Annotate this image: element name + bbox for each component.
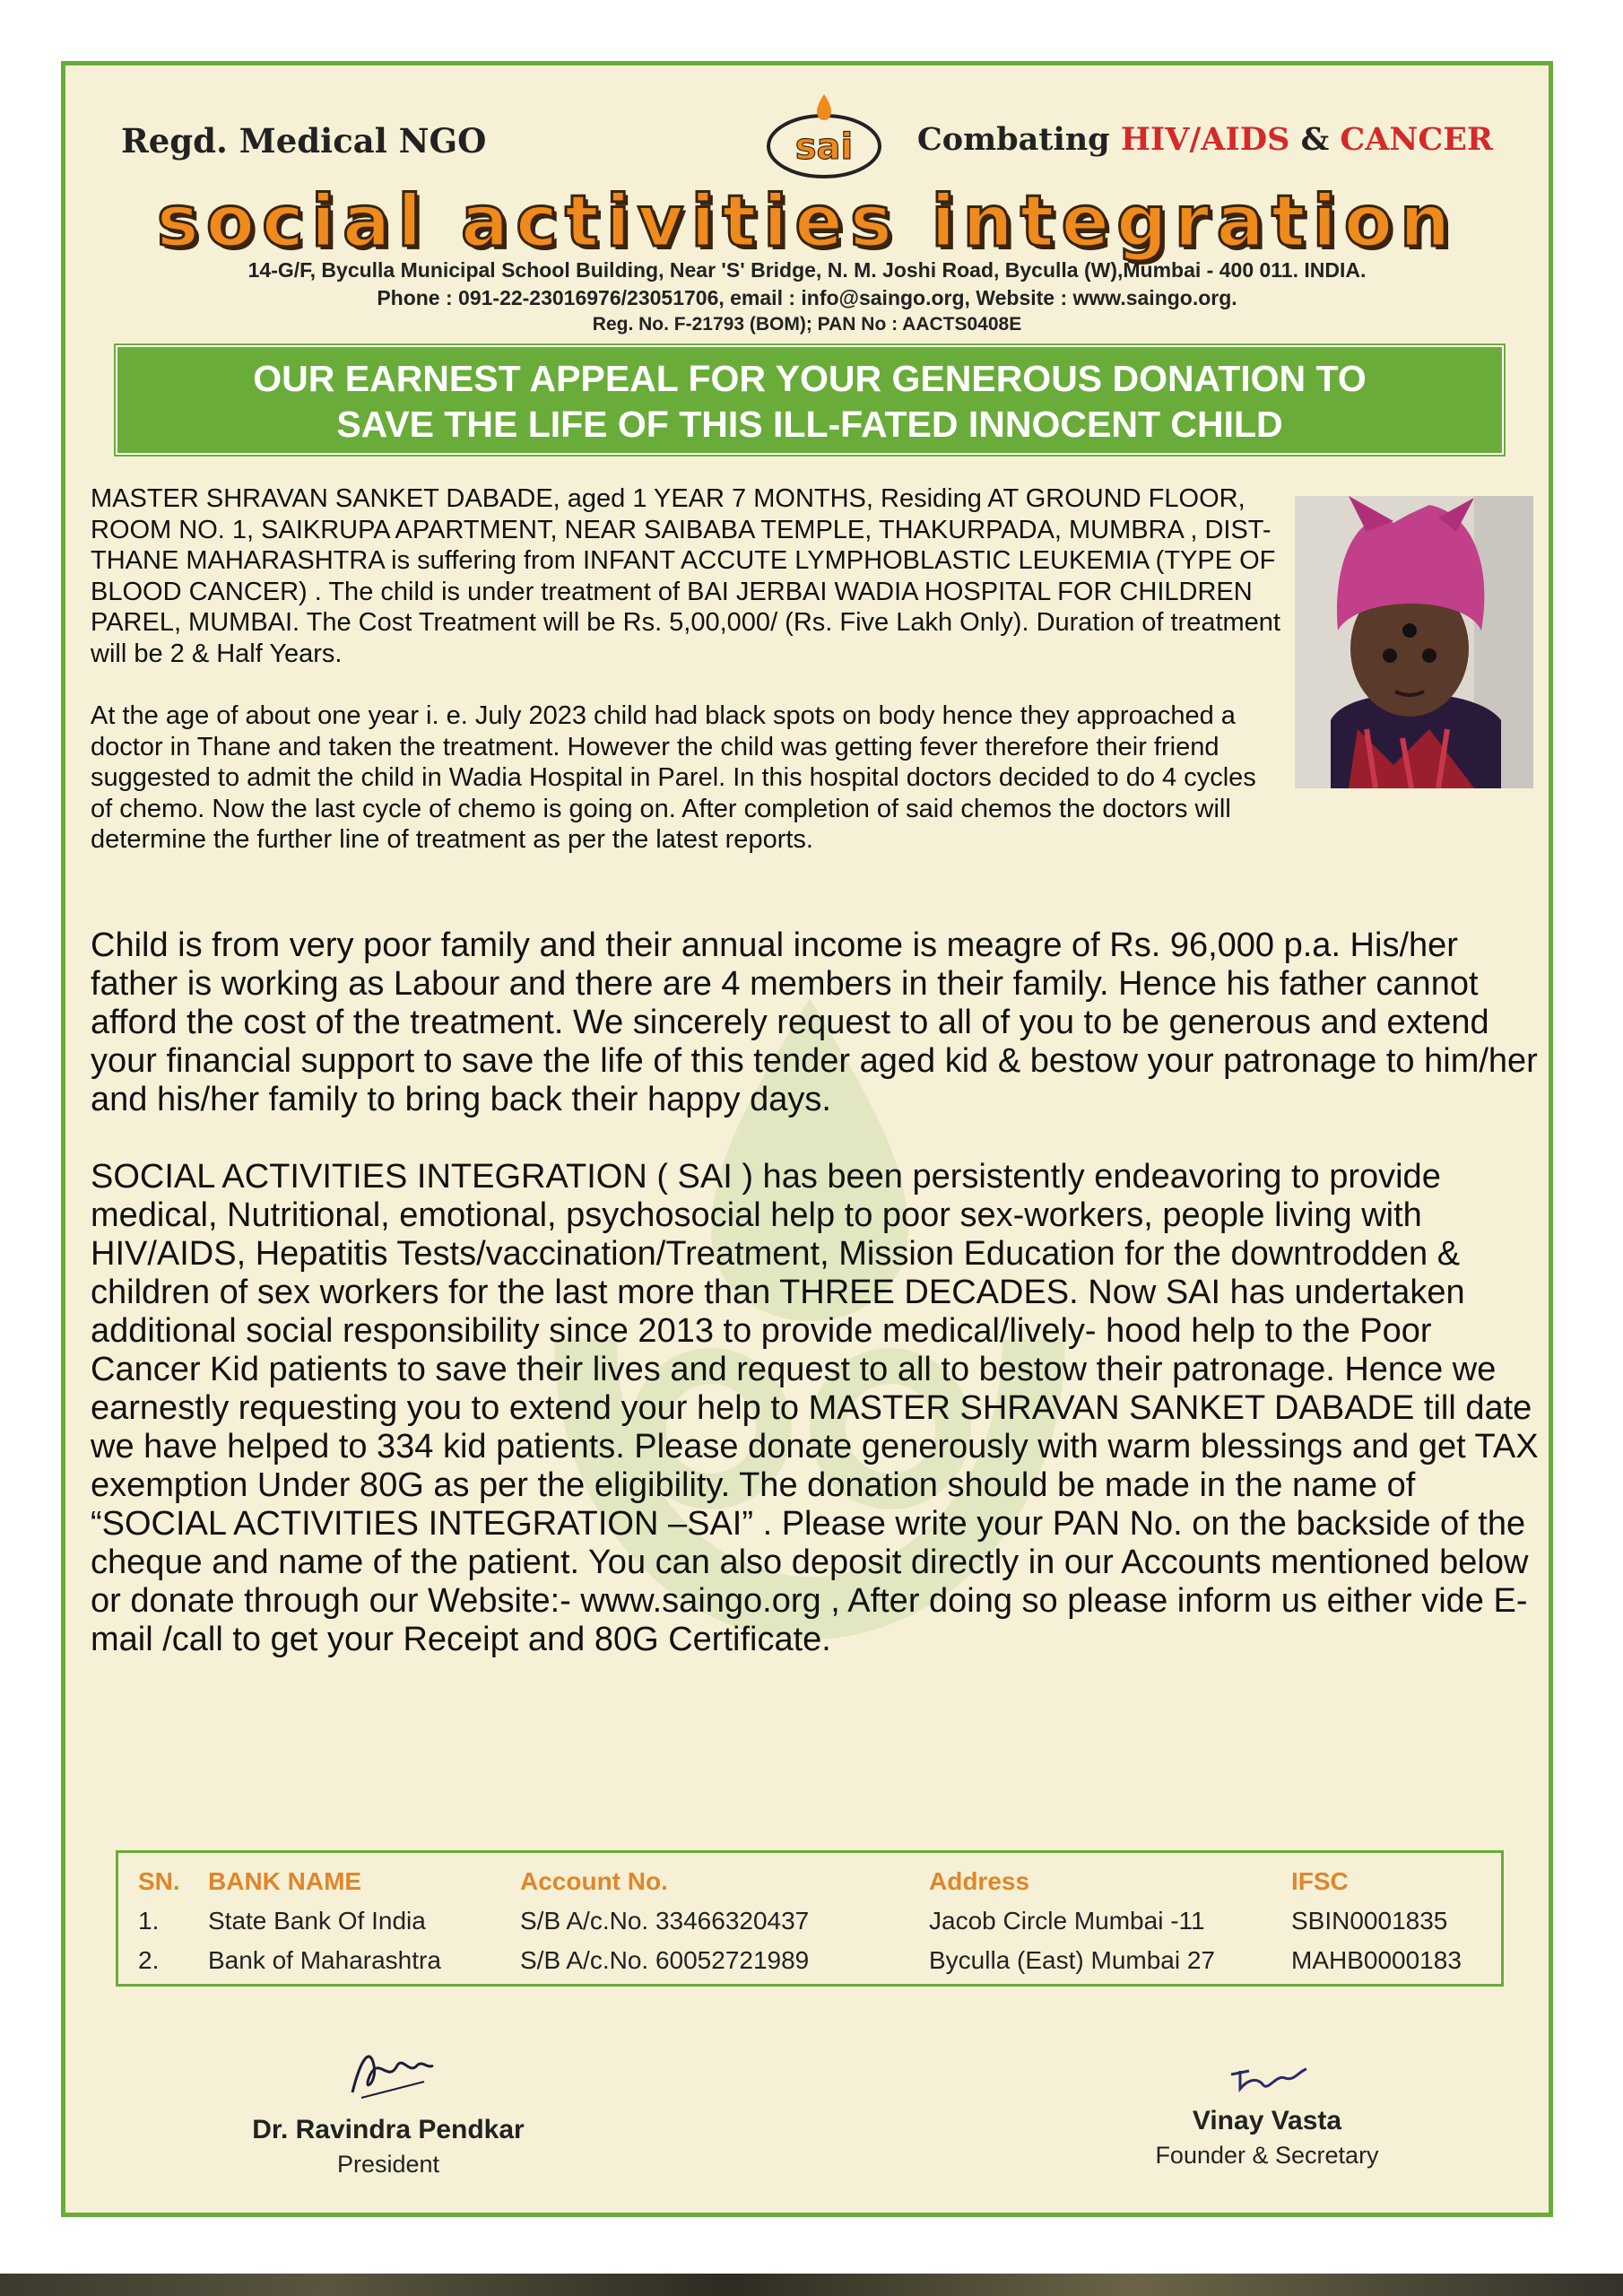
president-name: Dr. Ravindra Pendkar bbox=[252, 2115, 525, 2144]
bank-details-table bbox=[138, 1862, 1488, 1980]
org-address: 14-G/F, Byculla Municipal School Building, Near 'S' Bridge, N. M. Joshi Road, Byculla (W),Mumbai - 400 011. INDIA. bbox=[247, 258, 1367, 282]
row-bank-name: Bank of Maharashtra bbox=[208, 1946, 441, 1974]
signature-left bbox=[334, 2039, 442, 2110]
founder-name: Vinay Vasta bbox=[1192, 2106, 1342, 2135]
hiv-aids-text: HIV/AIDS bbox=[1120, 121, 1290, 158]
header-sn: SN. bbox=[138, 1867, 180, 1895]
row-sn: 1. bbox=[138, 1907, 160, 1935]
ngo-registration-label: Regd. Medical NGO bbox=[121, 121, 487, 161]
table-row bbox=[138, 1901, 1488, 1941]
bank-details-box bbox=[116, 1850, 1504, 1987]
row-sn: 2. bbox=[138, 1946, 160, 1974]
banner-line-1: OUR EARNEST APPEAL FOR YOUR GENEROUS DONATION TO bbox=[253, 358, 1367, 399]
signature-right bbox=[1213, 2039, 1321, 2101]
cancer-text: CANCER bbox=[1340, 121, 1493, 158]
background-strip bbox=[0, 2274, 1623, 2296]
patient-details-paragraph: MASTER SHRAVAN SANKET DABADE, aged 1 YEAR 7 MONTHS, Residing AT GROUND FLOOR, ROOM NO. 1, SAIKRUPA APARTMENT, NEAR SAIBABA TEMPLE, THAKURPADA, MUMBRA , DIST- THANE MAHARASHTRA is suffering from INFANT ACCUTE LYMPHOBLASTIC LEUKEMIA (TYPE OF BLOOD CANCER) . The child is under treatment of BAI JERBAI WADIA HOSPITAL FOR CHILDREN PAREL, MUMBAI. The Cost Treatment will be Rs. 5,00,000/ (Rs. Five Lakh Only). Duration of treatment will be 2 & Half Years. bbox=[91, 484, 1280, 668]
table-row bbox=[138, 1941, 1488, 1980]
president-title: President bbox=[336, 2151, 440, 2178]
row-address: Byculla (East) Mumbai 27 bbox=[929, 1946, 1216, 1974]
org-registration: Reg. No. F-21793 (BOM); PAN No : AACTS0408E bbox=[592, 314, 1022, 335]
founder-title: Founder & Secretary bbox=[1155, 2142, 1379, 2169]
header-bank-name: BANK NAME bbox=[208, 1867, 362, 1895]
family-situation-paragraph: Child is from very poor family and their annual income is meagre of Rs. 96,000 p.a. His/her father is working as Labour and there are 4 members in their family. Hence his father cannot afford the cost of the treatment. We sincerely request to all of you to be generous and extend your financial support to save the life of this tender aged kid & bestow your patronage to him/her and his/her family to bring back their happy days. bbox=[91, 926, 1538, 1118]
sai-logo-icon bbox=[761, 91, 887, 180]
banner-line-2: SAVE THE LIFE OF THIS ILL-FATED INNOCENT CHILD bbox=[336, 404, 1283, 445]
row-account-no: S/B A/c.No. 60052721989 bbox=[520, 1946, 810, 1974]
table-header-row bbox=[138, 1862, 1488, 1901]
row-ifsc: SBIN0001835 bbox=[1291, 1907, 1448, 1935]
row-bank-name: State Bank Of India bbox=[208, 1907, 426, 1935]
row-ifsc: MAHB0000183 bbox=[1291, 1946, 1462, 1974]
header-address: Address bbox=[929, 1867, 1030, 1895]
signature-block-president bbox=[227, 2039, 550, 2179]
org-contact: Phone : 091-22-23016976/23051706, email : info@saingo.org, Website : www.saingo.org. bbox=[377, 286, 1237, 309]
row-address: Jacob Circle Mumbai -11 bbox=[929, 1907, 1205, 1935]
row-account-no: S/B A/c.No. 33466320437 bbox=[520, 1907, 810, 1935]
header-ifsc: IFSC bbox=[1291, 1867, 1349, 1895]
appeal-banner bbox=[116, 345, 1504, 455]
header-account-no: Account No. bbox=[520, 1867, 668, 1895]
logo-text: sai bbox=[794, 126, 854, 168]
medical-history-paragraph: At the age of about one year i. e. July 2023 child had black spots on body hence they approached a doctor in Thane and taken the treatment. However the child was getting fever therefore their friend suggested to admit the child in Wadia Hospital in Parel. In this hospital doctors decided to do 4 cycles of chemo. Now the last cycle of chemo is going on. After completion of said chemos the doctors will determine the further line of treatment as per the latest reports. bbox=[91, 701, 1256, 854]
organization-appeal-paragraph: SOCIAL ACTIVITIES INTEGRATION ( SAI ) has been persistently endeavoring to provide medical, Nutritional, emotional, psychosocial help to poor sex-workers, people living with HIV/AIDS, Hepatitis Tests/vaccination/Treatment, Mission Education for the downtrodden & children of sex workers for the last more than THREE DECADES. Now SAI has undertaken additional social responsibility since 2013 to provide medical/lively- hood help to the Poor Cancer Kid patients to save their lives and request to all to bestow their patronage. Hence we earnestly requesting you to extend your help to MASTER SHRAVAN SANKET DABADE till date we have helped to 334 kid patients. Please donate generously with warm blessings and get TAX exemption Under 80G as per the eligibility. The donation should be made in the name of “SOCIAL ACTIVITIES INTEGRATION –SAI” . Please write your PAN No. on the backside of the cheque and name of the patient. You can also deposit directly in our Accounts mentioned below or donate through our Website:- www.saingo.org , After doing so please inform us either vide E-mail /call to get your Receipt and 80G Certificate. bbox=[91, 1158, 1539, 1658]
ampersand-text: & bbox=[1289, 121, 1341, 158]
signature-block-founder bbox=[1133, 2039, 1402, 2170]
combating-prefix: Combating bbox=[916, 121, 1121, 158]
combating-label bbox=[917, 121, 1493, 158]
child-photo bbox=[1295, 496, 1533, 788]
org-name: social activities integration bbox=[156, 180, 1458, 263]
appeal-document bbox=[61, 61, 1553, 2217]
